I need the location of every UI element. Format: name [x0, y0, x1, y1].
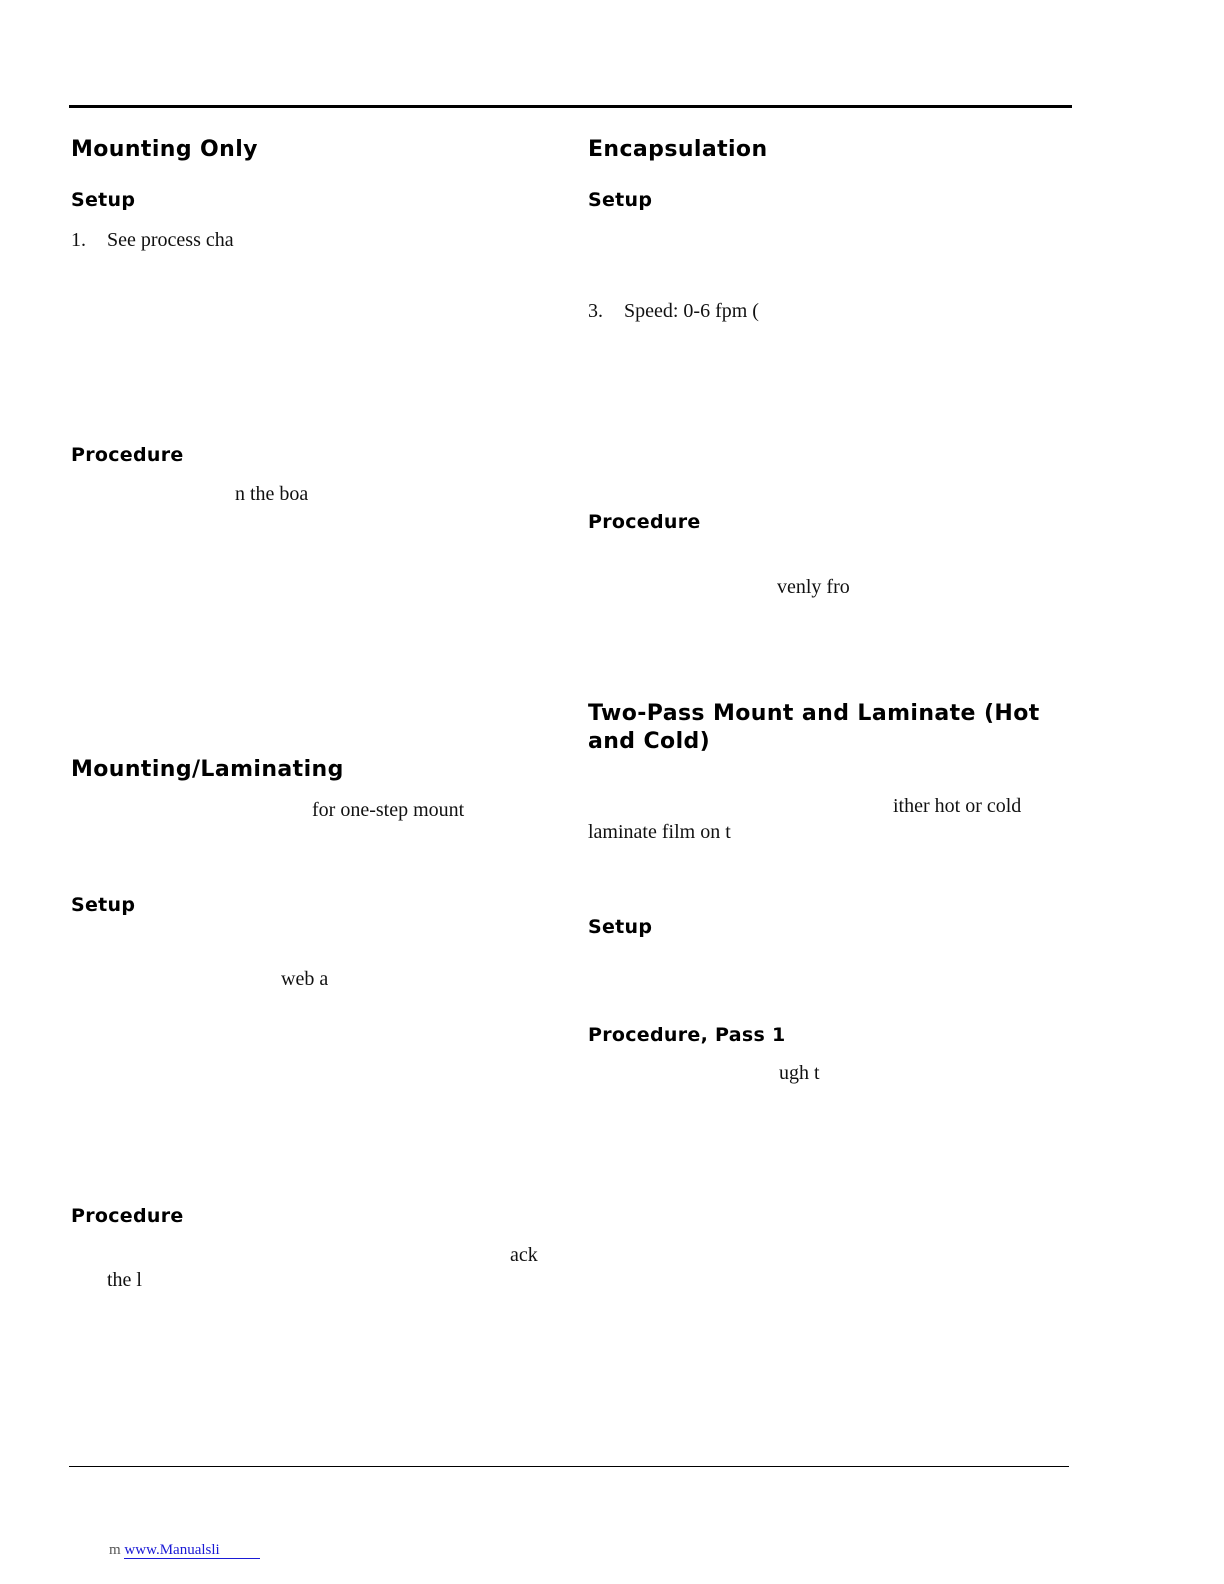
subheading-setup: Setup: [71, 894, 136, 916]
header-rule: [69, 105, 1072, 108]
subheading-procedure: Procedure: [71, 1205, 184, 1227]
body-text-fragment: ither hot or cold: [893, 795, 1022, 817]
subheading-procedure: Procedure: [71, 444, 184, 466]
body-text-fragment: venly fro: [777, 576, 850, 598]
body-text-fragment: laminate film on t: [588, 821, 731, 843]
body-text-fragment: n the boa: [235, 483, 309, 505]
section-heading-two-pass: Two-Pass Mount and Laminate (Hot and Cold): [588, 701, 1040, 754]
list-number: 1.: [71, 229, 86, 251]
body-text-fragment: for one-step mount: [312, 799, 465, 821]
section-heading-mounting-laminating: Mounting/Laminating: [71, 757, 344, 782]
list-number: 3.: [588, 300, 603, 322]
footer: [109, 1542, 260, 1559]
footer-website-link[interactable]: www.Manualsli: [124, 1542, 259, 1559]
body-text-fragment: web a: [281, 968, 329, 990]
subheading-setup: Setup: [588, 189, 653, 211]
body-text-fragment: ugh t: [779, 1062, 820, 1084]
footer-rule: [69, 1466, 1069, 1467]
list-item-text: See process cha: [107, 229, 234, 251]
section-heading-mounting-only: Mounting Only: [71, 137, 258, 162]
footer-prefix: m: [109, 1542, 121, 1558]
subheading-setup: Setup: [588, 916, 653, 938]
body-text-fragment: ack: [510, 1244, 538, 1266]
list-item-text: Speed: 0-6 fpm (: [624, 300, 759, 322]
section-heading-encapsulation: Encapsulation: [588, 137, 768, 162]
subheading-setup: Setup: [71, 189, 136, 211]
body-text-fragment: the l: [107, 1269, 142, 1291]
subheading-procedure: Procedure: [588, 511, 701, 533]
subheading-procedure-pass-1: Procedure, Pass 1: [588, 1024, 786, 1046]
